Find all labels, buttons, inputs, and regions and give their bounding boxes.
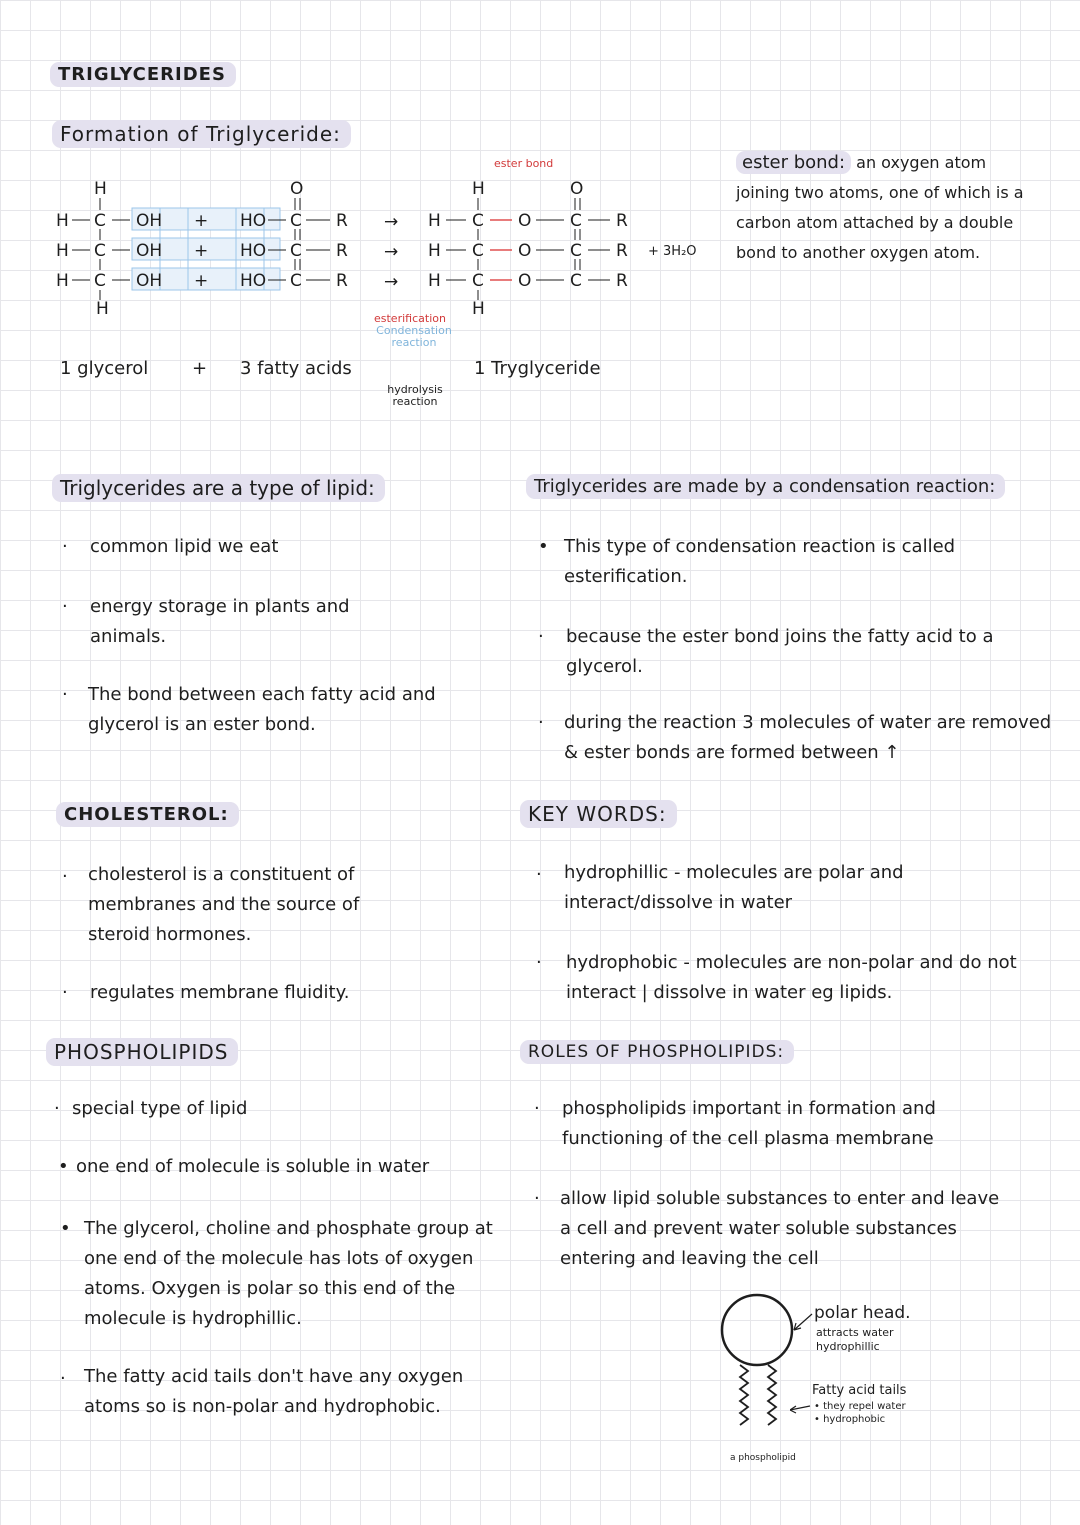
svg-text:O: O: [290, 179, 304, 199]
glycerol-label: 1 glycerol: [60, 358, 149, 379]
svg-text:O: O: [570, 179, 584, 199]
svg-text:O: O: [518, 241, 532, 261]
svg-text:HO: HO: [240, 241, 267, 261]
plus-sign: +: [192, 358, 208, 379]
svg-text:HO: HO: [240, 211, 267, 231]
svg-text:H: H: [56, 271, 69, 291]
cholesterol-bullet-2: regulates membrane fluidity.: [90, 982, 350, 1003]
bullet-dot: ·: [62, 982, 68, 1003]
lipid-bullet-3: The bond between each fatty acid and glycerol is an ester bond.: [88, 684, 436, 735]
svg-text:C: C: [570, 241, 582, 261]
water-product: + 3H₂O: [648, 244, 697, 259]
triglyceride-label: 1 Tryglyceride: [474, 358, 601, 379]
fatty-acids-label: 3 fatty acids: [240, 358, 352, 379]
condensation-bullet-3: during the reaction 3 molecules of water are removed & ester bonds are formed between ↑: [564, 712, 1052, 763]
svg-text:R: R: [616, 241, 628, 261]
svg-text:→: →: [384, 212, 399, 232]
esterification-label: esterification: [374, 312, 446, 325]
svg-text:H: H: [472, 299, 485, 319]
svg-text:H: H: [472, 179, 485, 199]
svg-text:R: R: [336, 211, 348, 231]
svg-text:R: R: [616, 211, 628, 231]
svg-text:C: C: [570, 271, 582, 291]
svg-text:R: R: [336, 241, 348, 261]
svg-text:→: →: [384, 272, 399, 292]
svg-text:H: H: [428, 241, 441, 261]
svg-text:OH: OH: [136, 271, 163, 291]
triglyceride-reaction-diagram: [0, 0, 720, 330]
polar-head-sub1: attracts water: [816, 1326, 894, 1339]
bullet-dot: ·: [536, 952, 542, 973]
tails-label: Fatty acid tails: [812, 1383, 907, 1398]
key-word-hydrophobic: hydrophobic - molecules are non-polar and do not interact | dissolve in water eg lipids.: [566, 952, 1017, 1003]
polar-head-label: polar head.: [814, 1303, 911, 1323]
tails-sub1: • they repel water: [814, 1401, 906, 1412]
svg-text:C: C: [290, 211, 302, 231]
bullet-dot: ·: [62, 536, 68, 557]
svg-text:C: C: [472, 241, 484, 261]
diagram-caption: a phospholipid: [730, 1453, 796, 1463]
svg-text:C: C: [94, 211, 106, 231]
svg-text:C: C: [94, 241, 106, 261]
page-title: TRIGLYCERIDES: [50, 62, 236, 87]
bullet-dot: ·: [534, 1098, 540, 1119]
svg-text:C: C: [472, 271, 484, 291]
lipid-bullet-1: common lipid we eat: [90, 536, 279, 557]
roles-heading: ROLES OF PHOSPHOLIPIDS:: [520, 1040, 794, 1064]
phospholipid-bullet-2: one end of molecule is soluble in water: [76, 1156, 430, 1177]
svg-text:C: C: [290, 241, 302, 261]
bullet-dot: •: [58, 1156, 69, 1177]
svg-text:H: H: [56, 241, 69, 261]
svg-text:HO: HO: [240, 271, 267, 291]
svg-text:H: H: [428, 211, 441, 231]
bullet-dot: ·: [54, 1098, 60, 1119]
lipid-heading: Triglycerides are a type of lipid:: [52, 474, 385, 502]
svg-text:→: →: [384, 242, 399, 262]
bullet-dot: ·: [62, 866, 68, 887]
bullet-dot: ·: [60, 1368, 66, 1389]
svg-text:R: R: [616, 271, 628, 291]
bullet-dot: ·: [538, 626, 544, 647]
svg-text:OH: OH: [136, 241, 163, 261]
svg-text:H: H: [94, 179, 107, 199]
tails-sub2: • hydrophobic: [814, 1414, 886, 1425]
key-words-heading: KEY WORDS:: [520, 800, 677, 828]
svg-text:+: +: [194, 241, 209, 261]
key-word-hydrophillic: hydrophillic - molecules are polar and interact/dissolve in water: [564, 862, 904, 913]
phospholipid-bullet-4: The fatty acid tails don't have any oxygen atoms so is non-polar and hydrophobic.: [84, 1366, 464, 1417]
ester-bond-definition: [736, 148, 1026, 268]
svg-text:OH: OH: [136, 211, 163, 231]
bullet-dot: ·: [534, 1188, 540, 1209]
phospholipids-heading: PHOSPHOLIPIDS: [46, 1038, 238, 1066]
svg-text:O: O: [518, 271, 532, 291]
phospholipid-bullet-1: special type of lipid: [72, 1098, 248, 1119]
svg-text:C: C: [570, 211, 582, 231]
ester-bond-term: ester bond:: [736, 151, 851, 174]
svg-text:C: C: [290, 271, 302, 291]
polar-head-sub2: hydrophillic: [816, 1340, 880, 1353]
lipid-bullet-2: energy storage in plants and animals.: [90, 596, 350, 647]
roles-bullet-1: phospholipids important in formation and functioning of the cell plasma membrane: [562, 1098, 936, 1149]
bullet-dot: ·: [536, 864, 542, 885]
svg-text:R: R: [336, 271, 348, 291]
svg-text:C: C: [472, 211, 484, 231]
bullet-dot: •: [538, 536, 549, 557]
condensation-heading: Triglycerides are made by a condensation reaction:: [526, 474, 1005, 499]
ester-bond-text: an oxygen atom joining two atoms, one of which is a carbon atom attached by a double bond to another oxygen atom.: [736, 153, 1024, 262]
svg-text:C: C: [94, 271, 106, 291]
bullet-dot: •: [60, 1218, 71, 1239]
svg-text:+: +: [194, 211, 209, 231]
ester-bond-label: ester bond: [494, 157, 554, 170]
bullet-dot: ·: [62, 596, 68, 617]
hydrolysis-label: hydrolysis reaction: [387, 383, 443, 408]
svg-text:H: H: [96, 299, 109, 319]
svg-text:+: +: [194, 271, 209, 291]
bullet-dot: ·: [538, 712, 544, 733]
condensation-bullet-1: This type of condensation reaction is called esterification.: [564, 536, 956, 587]
phospholipid-bullet-3: The glycerol, choline and phosphate group at one end of the molecule has lots of oxygen atoms. Oxygen is polar so this end of the molecule is hydrophillic.: [84, 1218, 493, 1329]
cholesterol-heading: CHOLESTEROL:: [56, 802, 239, 827]
condensation-bullet-2: because the ester bond joins the fatty acid to a glycerol.: [566, 626, 994, 677]
svg-text:H: H: [428, 271, 441, 291]
bullet-dot: ·: [62, 684, 68, 705]
roles-bullet-2: allow lipid soluble substances to enter and leave a cell and prevent water soluble substances entering and leaving the cell: [560, 1188, 1000, 1269]
cholesterol-bullet-1: cholesterol is a constituent of membranes and the source of steroid hormones.: [88, 864, 360, 945]
formation-heading: Formation of Triglyceride:: [52, 120, 351, 148]
svg-text:O: O: [518, 211, 532, 231]
svg-text:H: H: [56, 211, 69, 231]
condensation-label: Condensation reaction: [376, 324, 452, 349]
